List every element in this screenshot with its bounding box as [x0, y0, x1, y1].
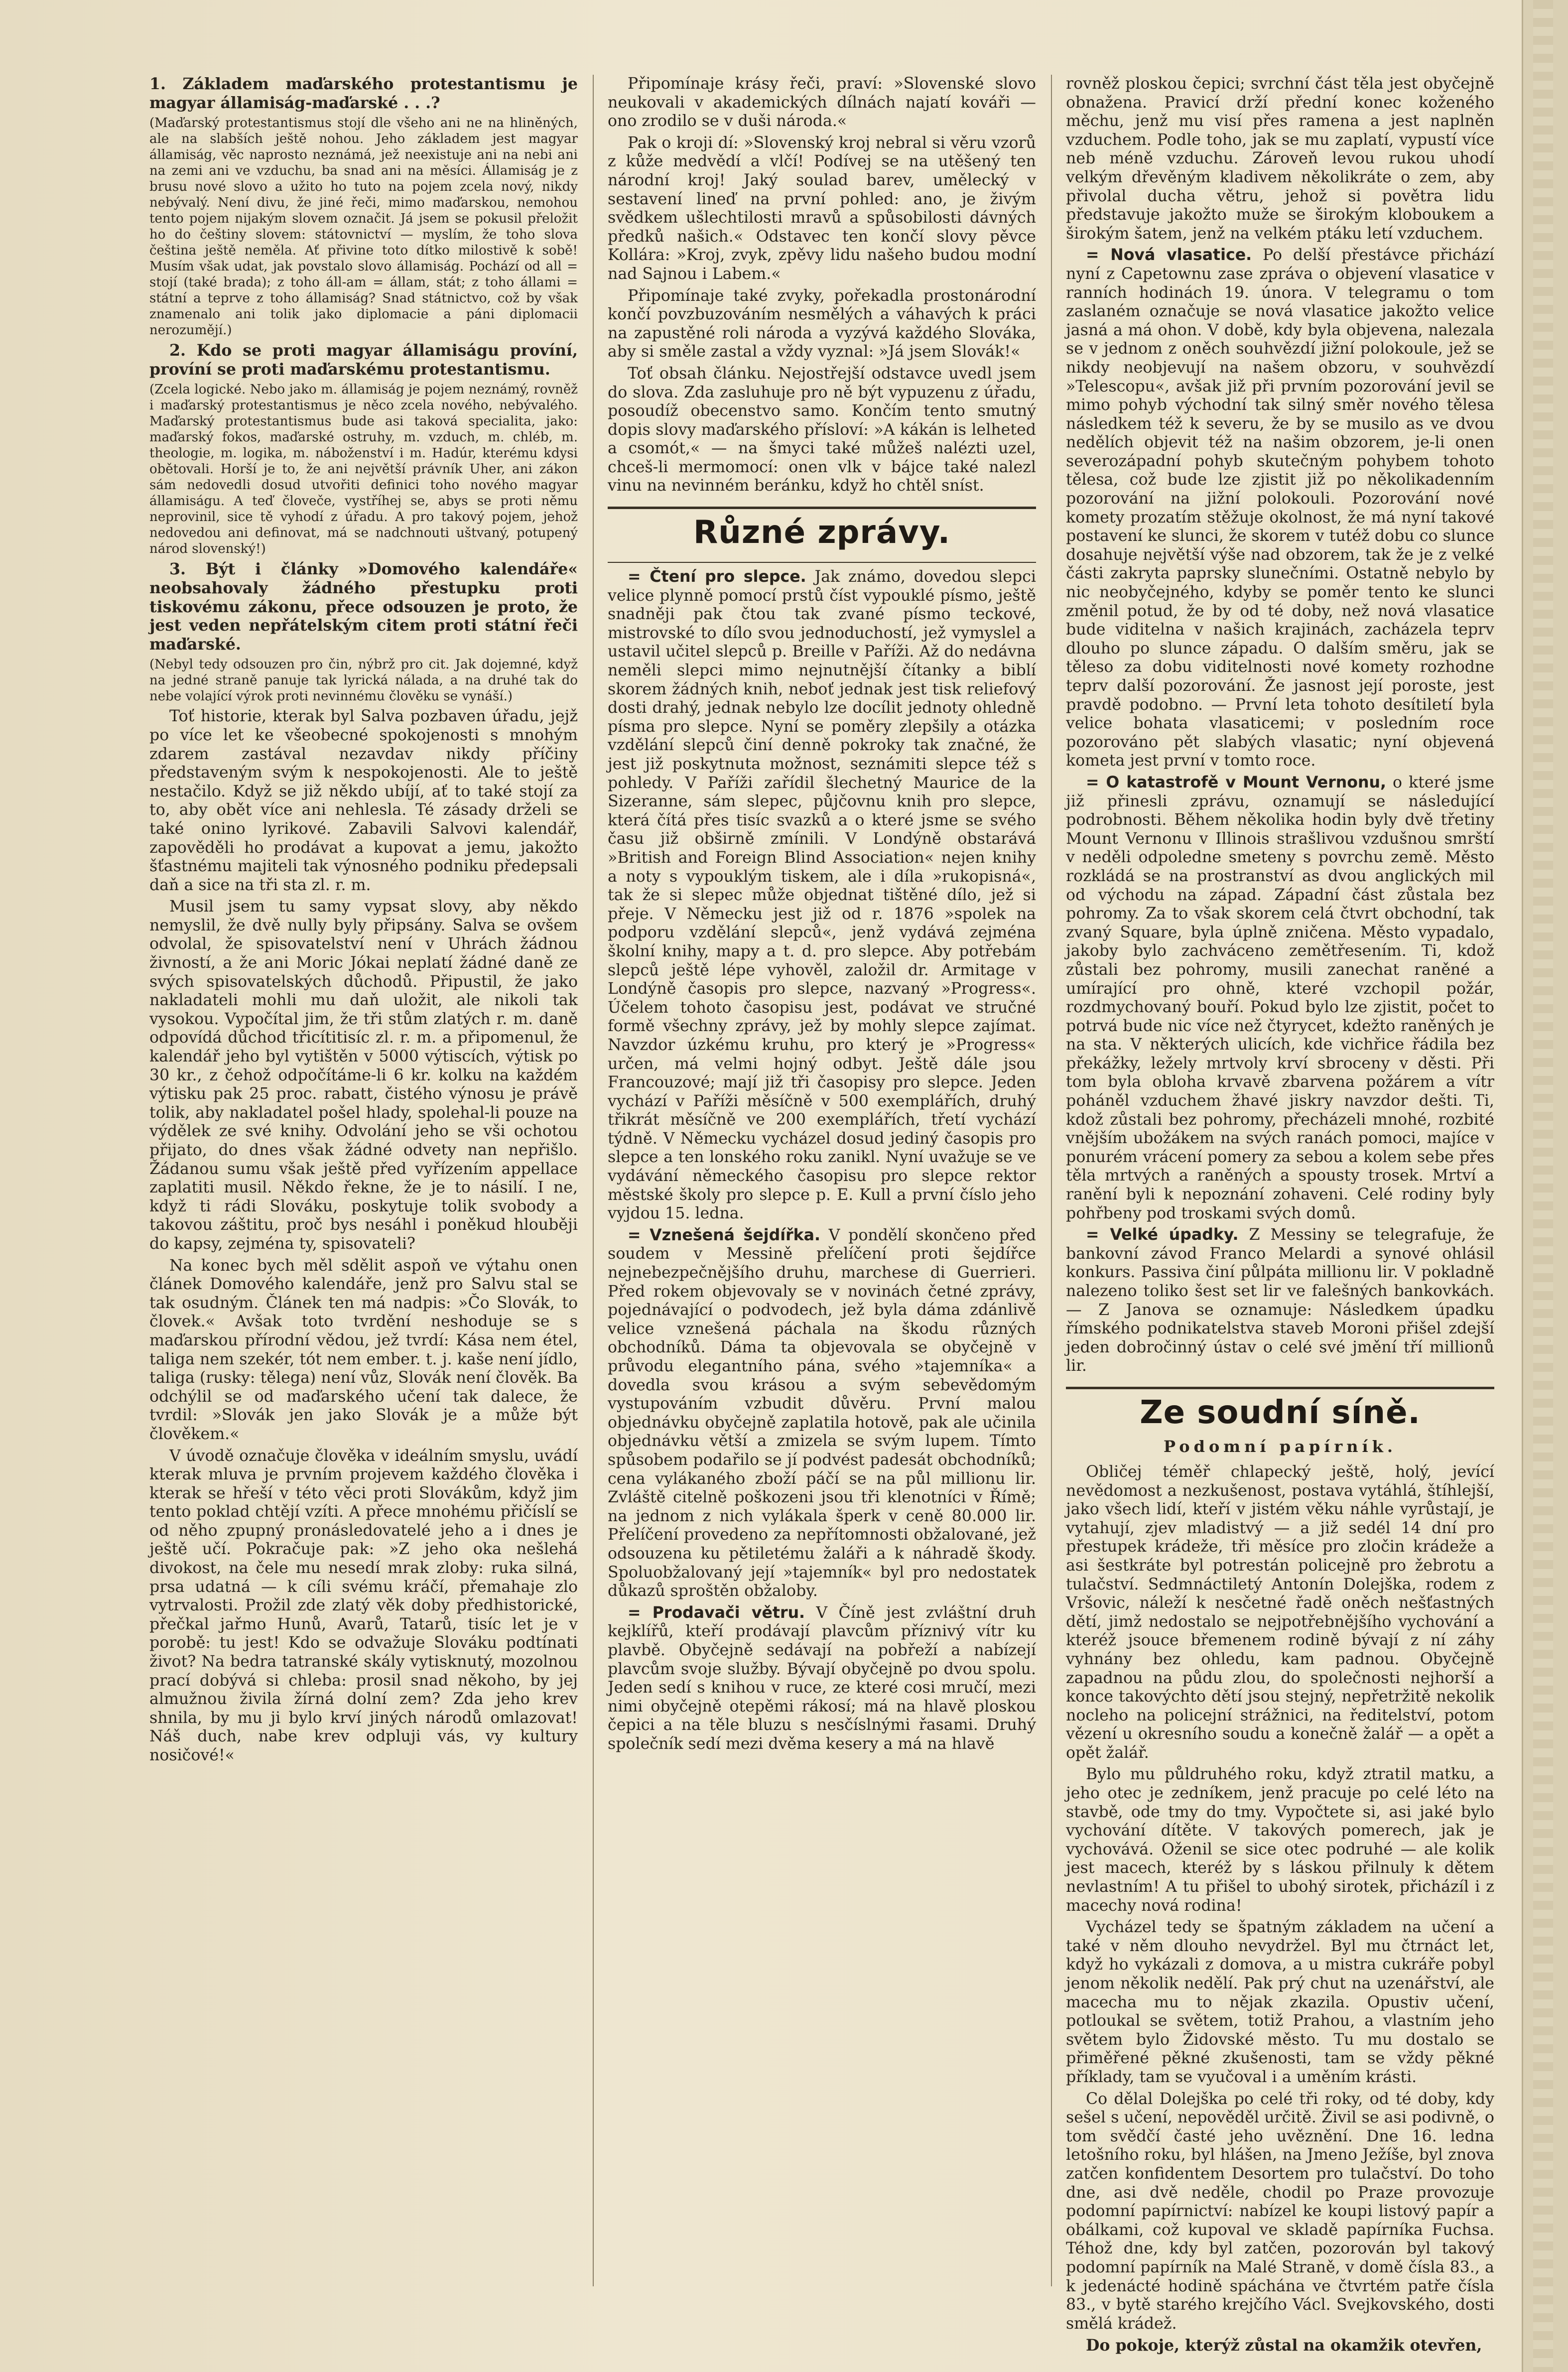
news-item-title: = Nová vlasatice.: [1086, 246, 1252, 264]
question-2: 2. Kdo se proti magyar államiságu províní, províní se proti maďarskému protestantismu.: [149, 341, 578, 379]
section-divider: [1066, 1387, 1494, 1389]
column-3: [1066, 75, 1494, 2358]
paragraph: V úvodě označuje člověka v ideálním smyslu, uvádí kterak mluva je prvním projevem každého člověka i kterak se hřeší v této věci proti Slovákům, když jim tento poklad chtějí vzíti. A přece mnohému přičíslí se od něho zpupný pronásledovatelé jeho a i dnes je ještě učí. Pokračuje pak: »Z jeho oka nešlehá divokost, na čele mu nesedí mrak zloby: ruka silná, prsa udatná — k cíli svému kráčí, přemahaje zlo vytrvalosti. Prožil zde zlatý věk doby předhistorické, přečkal jařmo Hunů, Avarů, Tatarů, tisíc let je v porobě: tu jest! Kdo se odvažuje Slováku podtínati život? Na bedra tatranské skály vytisknutý, mozolnou prací dobývá si chleba: prosil snad někoho, by jej almužnou živila žírná dolní zem? Zda jeho krev shnila, by mu ji bylo krví jiných národů omlazovat! Náš duch, nabe krev odpluji vás, vy kultury nosičové!«: [149, 1447, 578, 1764]
news-item-body: Z Messiny se telegrafuje, že bankovní závod Franco Melardi a synové ohlásil konkurs. Passiva činí půlpáta millionu lir. V pokladně nalezeno toliko šest set lir ve falešných bankovkách. — Z Janova se oznamuje: Následkem úpadku římského podnikatelstva staveb Moroni přišel zdejší jeden dobročinný ústav o celé své jmění tří millionů lir.: [1066, 1226, 1495, 1375]
paragraph: Toť historie, kterak byl Salva pozbaven úřadu, jejž po více let ke všeobecné spokojenosti s mnohým zdarem zastával nezavdav nikdy příčiny představeným svým k nespokojenosti. Ale to ještě nestačilo. Když se již někdo ubíjí, ať to také stojí za to, aby obět více ani nehlesla. Té zásady drželi se také onino lyrikové. Zabavili Salvovi kalendář, zapověděli ho prodávat a kupovat a jemu, jakožto šťastnému majiteli tak výnosného podniku předepsali daň a sice na tři sta zl. r. m.: [149, 707, 578, 894]
news-item-title: = Vznešená šejdířka.: [628, 1226, 820, 1244]
column-rule: [1051, 75, 1052, 2286]
question-3-note: (Nebyl tedy odsouzen pro čin, nýbrž pro cit. Jak dojemné, když na jedné straně panuje tak lyrická nálada, a na druhé tak do nebe volající výrok proti nevinnému člověku se vynáší.): [149, 657, 578, 704]
news-item-title: = Velké úpadky.: [1086, 1226, 1239, 1244]
news-item-body: V Číně jest zvláštní druh kejklířů, kteří prodávají plavcům příznivý vítr ku plavbě. Obyčejně sedávají na pobřeží a nabízejí plavcům svoje služby. Bývají obyčejně po dvou spolu. Jeden sedí s knihou v ruce, ze které cosi mručí, mezi nimi obyčejně otepěmi rákosí; má na hlavě ploskou čepici a na těle bluzu s nesčíslnými řasami. Druhý společník sedí mezi dvěma kesery a má na hlavě: [608, 1603, 1037, 1753]
column-rule: [593, 75, 594, 2286]
question-1-note: (Maďarský protestantismus stojí dle všeho ani ne na hliněných, ale na slabších ještě nohou. Jeho základem jest magyar államiság, věc naprosto neznámá, jež neexistuje ani na nebi ani na zemi ani ve vzduchu, ba snad ani na měsíci. Államiság je z brusu nové slovo a užito ho tuto na pojem zcela nový, nikdy nebývalý. Není divu, že jiné řeči, mimo maďarskou, nemohou tento pojem nijakým slovem označit. Já jsem se pokusil přeložit ho do češtiny slovem: státovnictví — myslím, že toho slova čeština ještě neměla. Ať přivine toto dítko milostivě k sobě! Musím však udat, jak povstalo slovo államiság. Pochází od all = stojí (také brada); z toho áll-am = állam, stát; z toho állami = státní a teprve z toho államiság? Snad státnictvo, což by však znamenalo ani tolik jako diplomacie a páni diplomacii nerozumějí.): [149, 116, 578, 338]
paragraph: Pak o kroji dí: »Slovenský kroj nebral si věru vzorů z kůže medvědí a vlčí! Podívej se na utěšený ten národní kroj! Jaký soulad barev, umělecký v sestavení lineď na první pohled: ano, je živým svědkem ušlechtilosti mravů a spůsobilosti dávných předků našich.« Odstavec ten končí slovy pěvce Kollára: »Kroj, zvyk, zpěvy lidu našeho budou modní nad Sajnou i Labem.«: [608, 133, 1036, 283]
paragraph: rovněž ploskou čepici; svrchní část těla jest obyčejně obnažena. Pravicí drží přední konec koženého měchu, jenž mu visí přes ramena a jest naplněn vzduchem. Podle toho, jak se mu zaplatí, vypustí více neb méně vzduchu. Zároveň levou rukou uhodí velkým dřevěným kladivem několikráte o zem, aby přivolal ducha větru, jehož si povětra lidu představuje jakožto muže se širokým kloboukem a širokým šatem, jenž na velkém ptáku letí vzduchem.: [1066, 75, 1494, 243]
paragraph: Připomínaje krásy řeči, praví: »Slovenské slovo neukovali v akademických dílnách najatí kováři — ono zrodilo se v duši národa.«: [608, 75, 1036, 131]
paragraph: Co dělal Dolejška po celé tři roky, od té doby, kdy sešel s učení, nepověděl určitě. Živil se asi podivně, o tom svědčí časté jeho uvěznění. Dne 16. ledna letošního roku, byl hlášen, na Jmeno Ježíše, byl znova zatčen konfidentem Desortem pro tulačství. Do toho dne, asi dvě neděle, chodil po Praze provozuje podomní papírnictví: nabízel ke koupi listový papír a obálkami, což kupoval ve skladě papírníka Fuchsa. Téhož dne, kdy byl zatčen, pozorován byl takový podomní papírník na Malé Straně, v domě čísla 83., a k jedenácté hodině spáchána ve čtvrtém patře čísla 83., v bytě starého krejčího Václ. Svejkovského, dosti smělá krádež.: [1066, 2090, 1494, 2333]
section-heading: Různé zprávy.: [693, 514, 951, 551]
paragraph: Toť obsah článku. Nejostřejší odstavce uvedl jsem do slova. Zda zasluhuje pro ně být vypuzenu z úřadu, posoudíž obecenstvo samo. Končím tento smutný dopis slovy maďarského přísloví: »A kákán is lelheted a csomót,« — na šmyci také můžeš nalézti uzel, chceš-li mermomocí: onen vlk v bájce také nalezl vinu na nevinném beránku, když ho chtěl sníst.: [608, 364, 1036, 495]
news-item-body: Jak známo, dovedou slepci velice plynně pomocí prstů číst vypouklé písmo, ještě snadněji pak čtou tak zvané písmo teckové, mistrovské to dílo svou jednoduchostí, jež vymyslel a ustavil učitel slepců p. Breille v Paříži. Až do nedávna neměli slepci mimo nejnutnější čítanky a biblí skorem žádných knih, neboť jednak jest tisk reliefový dosti drahý, jednak nebylo lze docílit jednoty ohledně písma pro slepce. Nyní se poměry zlepšily a otázka vzdělání slepců činí denně pokroky tak značné, že jest již poskytnuta možnost, seznámiti slepce též s pohledy. V Paříži zařídil šlechetný Maurice de la Sizeranne, sám slepec, půjčovnu knih pro slepce, která čítá přes tisíc svazků a o které jsme se svého času již obširně zmínili. V Londýně obstarává »British and Foreign Blind Association« nejen knihy a noty s vypouklým tiskem, ale i díla »rukopisná«, tak že si slepec může objednat tištěné dílo, jež si přeje. V Německu jest již od r. 1876 »spolek na podporu vzdělání slepců«, jenž vydává zejména školní knihy, mapy a t. d. pro slepce. Aby potřebám slepců ještě lépe vyhověl, založil dr. Armitage v Londýně časopis pro slepce, nazvaný »Progress«. Účelem tohoto časopisu jest, podávat ve stručné formě všechny zprávy, jež by mohly slepce zajímat. Navzdor úzkému kruhu, pro který je »Progress« určen, má velmi hojný odbyt. Ještě dále jsou Francouzové; mají již tři časopisy pro slepce. Jeden vychází v Paříži měsíčně v 500 exemplářích, druhý třikrát měsíčně ve 200 exemplářích, třetí vychází týdně. V Německu vycházel dosud jediný časopis pro slepce a ten lonského roku zanikl. Nyní uvažuje se ve vydávání německého časopisu pro slepce rektor městské školy pro slepce p. E. Kull a první číslo jeho vyjdou 15. ledna.: [608, 568, 1036, 1223]
section-divider: [608, 507, 1036, 509]
page-edge: [1522, 0, 1568, 2372]
news-item-body: Po delší přestávce přichází nyní z Capetownu zase zpráva o objevení vlasatice v ranních hodinách 19. února. V telegramu o tom zaslaném označuje se nová vlasatice jakožto velice jasná a má ohon. V době, kdy byla objevena, nalezala se v jednom z oněch souhvězdí jižní polokoule, jež se nikdy neobjevují na našem obzoru, v souhvězdí »Telescopu«, avšak již při prvním pozorování jevil se mimo pohyb východní tak silný směr nového tělesa následkem též k severu, že by se musilo as ve dvou nedělích objevit též na našim obzorem, je-li onen severozápadní pohyb skutečným pohybem tohoto tělesa, což bude lze zjistit již po několikadenním pozorování na jižní polokouli. Pozorování nové komety prozatím stěžuje okolnost, že má nyní takové postavení ke slunci, že skorem v tutéž dobu co slunce dosahuje největší výše nad obzorem, tak že je z velké části zakryta paprsky slunečními. Ostatně nebylo by nic neobyčejného, kdyby se poměr tento ke slunci změnil potud, že by od té doby, než nová vlasatice bude viditelna v našich krajinách, zacházela teprv dlouho po slunce západu. O dalším směru, jak se těleso za dobu viditelnosti nové komety rozhodne teprv další pozorování. Že jasnost její poroste, jest pravdě podobno. — První leta tohoto desítiletí byla velice bohata vlasaticemi; v posledním roce pozorováno pět slabých vlasatic; nyní objevená kometa jest první v tomto roce.: [1066, 246, 1494, 770]
paragraph: Vycházel tedy se špatným základem na učení a také v něm dlouho nevydržel. Byl mu čtrnáct let, když ho vykázali z domova, a u mistra cukráře pobyl jenom několik nedělí. Pak prý chut na uzenářství, ale macecha mu to nějak zkazila. Opustiv učení, potloukal se světem, totiž Prahou, a vlastním jeho světem bylo Židovské město. Tu mu dostalo se přiměřené pěkné zkušenosti, tam se vždy pěkné příklady, tam se vyučoval i a uměním krásti.: [1066, 1918, 1494, 2086]
section-subheading: Podomní papírník.: [1164, 1437, 1397, 1456]
news-item-title: = O katastrofě v Mount Vernonu,: [1086, 773, 1386, 791]
section-divider: [608, 562, 1036, 563]
column-2: [608, 75, 1036, 1756]
paragraph: Do pokoje, kterýž zůstal na okamžik otevřen,: [1086, 2336, 1482, 2355]
question-2-note: (Zcela logické. Nebo jako m. államiság je pojem neznámý, rovněž i maďarský protestantismus je něco zcela nového, nebývalého. Maďarský protestantismus bude asi taková specialita, jako: maďarský fokos, maďarské ostruhy, m. vzduch, m. chléb, m. theologie, m. logika, m. náboženství i m. Hadúr, kterému kdysi obětovali. Horší je to, že ani největší právník Uher, ani zákon sám nedovedli dosud utvořiti definici toho nového magyar államiságu. A teď človeče, vystříhej se, abys se proti němu neprovinil, sice tě vyhodí z úřadu. A pro takový pojem, jehož nedovedou ani definovat, má se nadchnouti uštvaný, potupený národ slovenský!): [149, 382, 578, 557]
section-heading: Ze soudní síně.: [1140, 1394, 1421, 1431]
question-1: 1. Základem maďarského protestantismu je magyar államiság-maďarské . . .?: [149, 75, 578, 112]
news-item-title: = Prodavači větru.: [628, 1603, 805, 1622]
paragraph: Obličej téměř chlapecký ještě, holý, jevící nevědomost a nezkušenost, postava vytáhlá, štíhlejší, jako všech lidí, kteří v jistém věku náhle vyrůstají, je vytahují, zjev mladistvý — a již sedél 14 dní pro přestupek krádeže, tři měsíce pro zločin krádeže a asi šestkráte byl potrestán policejně pro žebrotu a tulačství. Sedmnáctiletý Antonín Dolejška, rodem z Vršovic, náleží k nesčetné řadě oněch nešťastných dětí, jimž nedostalo se nejpotřebnějšího vychování a kteréž jsouce břemenem rodině bývají z ní záhy vyhnány bez ohledu, kam padnou. Obyčejně zapadnou na půdu zlou, do společnosti nejhorší a konce takovýchto dětí jsou stejný, nepřetržitě nekolik nocleho na policejní strážnici, na ředitelství, potom vězení u okresního soudu a konečně žalář — a opět a opět žalář.: [1066, 1462, 1494, 1762]
question-3: 3. Být i články »Domového kalendáře« neobsahovaly žádného přestupku proti tiskovému zákonu, přece odsouzen je proto, že jest veden nepřátelským citem proti státní řeči maďarské.: [149, 560, 578, 654]
paragraph: Na konec bych měl sdělit aspoň ve výtahu onen článek Domového kalendáře, jenž pro Salvu stal se tak osudným. Článek ten má nadpis: »Čo Slovák, to človek.« Avšak toto tvrdění neshoduje se s maďarskou přírodní vědou, jež tvrdí: Kása nem étel, taliga nem szekér, tót nem ember. t. j. kaše není jídlo, taliga (rusky: tělega) není vůz, Slovák není člověk. Ba odchýlil se od maďarského učení tak dalece, že tvrdil: »Slovák jen jako Slovák je a může být člověkem.«: [149, 1256, 578, 1443]
paragraph: Bylo mu půldruhého roku, když ztratil matku, a jeho otec je zedníkem, jenž pracuje po celé léto na stavbě, ode tmy do tmy. Vypočtete si, asi jaké bylo vychování dítěte. V takových pomerech, jak je vychovává. Oženil se sice otec podruhé — ale kolik jest macech, kteréž by s láskou přilnuly k dětem nevlastním! A tu přišel to ubohý sirotek, přicházíl i z macechy nová rodina!: [1066, 1765, 1494, 1915]
paragraph: Musil jsem tu samy vypsat slovy, aby někdo nemyslil, že dvě nully byly připsány. Salva se ovšem odvolal, že spisovatelství není v Uhrách žádnou živností, a že ani Moric Jókai neplatí žádné daně ze svých spisovatelských důchodů. Připustil, že jako nakladateli mohli mu daň uložit, ale nikoli tak vysokou. Vypočítal jim, že tři stům zlatých r. m. daně odpovídá důchod třicítitisíc zl. r. m. a připomenul, že kalendář jeho byl vytištěn v 5000 výtiscích, výtisk po 30 kr., z čehož odpočítáme-li 6 kr. kolku na každém výtisku pak 25 proc. rabatt, čistého výnosu je právě tolik, aby nakladatel pošel hlady, spolehal-li pouze na výdělek ze své knihy. Odvolání jeho se vši ochotou přijato, do dnes však žádné odvety nan nepřišlo. Žádanou sumu však ještě před vyřízením appellace zaplatiti musil. Někdo řekne, že je to násilí. I ne, když ti rádi Slováku, poskytuje tolik svobody a takovou záštitu, proč bys nesáhl i poněkud hlouběji do kapsy, zejména ty, spisovateli?: [149, 898, 578, 1253]
news-item-body: o které jsme již přinesli zprávu, oznamují se následující podrobnosti. Během několika hodin byly dvě třetiny Mount Vernonu v Illinois strašlivou vzdušnou smrští v neděli odpoledne smeteny s povrchu země. Město rozkládá se na prostranství as dvou anglických mil od východu na západ. Západní část zůstala bez pohromy. Za to však skorem celá čtvrt obchodní, tak zvaný Square, byla úplně zničena. Město vypadalo, jakoby bylo zachváceno zemětřesením. Ti, kdož zůstali bez pohromy, musili zanechat raněné a umírající pro ohně, které vzchopil požár, rozdmychovaný bouří. Pokud bylo lze zjistit, počet to potrvá bude nic více než čtyrycet, kdežto raněných je na sta. V některých ulicích, kde vichřice řádila bez překážky, ležely mrtvoly krví sbroceny v děsti. Při tom byla obloha krvavě zbarvena požárem a vítr poháněl vzduchem žhavé jiskry navzdor dešti. Ti, kdož zůstali bez pohromy, přecházeli mnohé, rozbité vnějším ubožákem na svých ranách pomoci, majíce v ponurém vrácení pomery za sebou a kolem sebe přes těla mrtvých a raněných a spousty trosek. Mrtví a ranění byli k nepoznání zohaveni. Celé rodiny byly pohřbeny pod troskami svých domů.: [1066, 773, 1495, 1222]
column-1: [149, 75, 578, 1768]
news-item-body: V pondělí skončeno před soudem v Messině přelíčení proti šejdířce nejnebezpečnějšího druhu, marchese di Guerrieri. Před rokem objevovaly se v novinách četné zprávy, pojednávající o podvodech, jež byla dáma zdánlivě velice vznešená páchala na škodu různých obchodníků. Dáma ta objevovala se obyčejně v průvodu elegantního pána, svého »tajemníka« a dovedla svou krásou a svým sebevědomým vystupováním vzbudit důvěru. První malou objednávku obyčejně zaplatila hotově, pak ale učinila objednávku větší a zmizela se svým lupem. Tímto spůsobem podařilo se jí podvést padesát obchodníků; cena vylákaného zboží páčí se na půl millionu lir. Zvláště citelně poškozeni jsou tři klenotníci v Římě; na jednom z nich vylákala šperk v ceně 80.000 lir. Přelíčení provedeno za nepřítomnosti obžalované, jež odsouzena ku pětiletému žaláři a k náhradě škody. Spoluobžalovaný její »tajemník« byl pro nedostatek důkazů sproštěn obžaloby.: [608, 1226, 1036, 1600]
paragraph: Připomínaje také zvyky, pořekadla prostonárodní končí povzbuzováním nesmělých a váhavých k práci na zapustěné roli národa a vyzývá každého Slováka, aby si směle zastal a vždy vyznal: »Já jsem Slovák!«: [608, 286, 1036, 361]
news-item-title: = Čtení pro slepce.: [628, 568, 806, 586]
